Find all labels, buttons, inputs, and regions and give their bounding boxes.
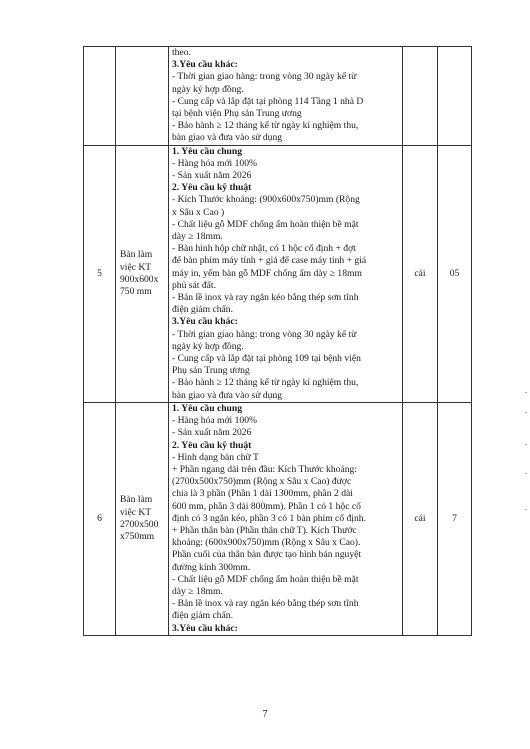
requirement-line: (2700x500x750)mm (Rộng x Sâu x Cao) được bbox=[172, 476, 352, 488]
requirement-line: - Thời gian giao hàng: trong vòng 30 ngày kể từ bbox=[172, 328, 357, 340]
item-number-cell bbox=[84, 47, 116, 146]
requirement-line: bàn giao và đưa vào sử dụng bbox=[172, 389, 283, 401]
item-name-line: việc KT bbox=[120, 506, 152, 518]
requirement-heading: 1. Yêu cầu chung bbox=[172, 402, 243, 414]
requirement-heading: 1. Yêu cầu chung bbox=[172, 145, 243, 157]
requirement-line: - Bảo hành ≥ 12 tháng kể từ ngày kí nghiệm thu, bbox=[172, 377, 359, 389]
item-name-cell bbox=[116, 402, 169, 635]
item-name-line: Bàn làm bbox=[120, 249, 153, 261]
requirement-line: máy in, yếm bàn gỗ MDF chống ẩm dày ≥ 18mm bbox=[172, 267, 362, 279]
table-row bbox=[84, 402, 472, 635]
requirement-line: - Chất liệu gỗ MDF chống ẩm hoàn thiện bề mặt bbox=[172, 573, 359, 585]
scan-margin-mark bbox=[525, 509, 527, 510]
requirement-line: chia là 3 phần (Phần 1 dài 1300mm, phần 2 dài bbox=[172, 488, 353, 500]
requirement-heading: 2. Yêu cầu kỹ thuật bbox=[172, 182, 252, 194]
unit-cell bbox=[403, 47, 438, 146]
requirement-line: định có 3 ngăn kéo, phần 3 có 1 bàn phím cố định. bbox=[172, 512, 366, 524]
item-name-line: 2700x500 bbox=[120, 518, 159, 530]
requirement-heading: 2. Yêu cầu kỹ thuật bbox=[172, 439, 252, 451]
requirement-line: theo. bbox=[172, 47, 191, 58]
requirement-line: tại bệnh viện Phụ sản Trung ương bbox=[172, 108, 302, 120]
requirements-cell bbox=[169, 47, 403, 146]
requirement-heading: 3.Yêu cầu khác: bbox=[172, 622, 238, 634]
requirement-line: điện giảm chấn. bbox=[172, 610, 234, 622]
requirement-line: dày ≥ 18mm. bbox=[172, 231, 223, 243]
requirement-line: điện giảm chấn. bbox=[172, 304, 234, 316]
requirement-line: - Cung cấp và lắp đặt tại phòng 109 tại bệnh viện bbox=[172, 353, 361, 365]
item-name-line: 900x600x bbox=[120, 273, 159, 285]
requirement-line: để bàn phím máy tính + giá để case máy tính + giá bbox=[172, 255, 367, 267]
quantity-cell: 7 bbox=[438, 402, 472, 635]
requirements-cell bbox=[169, 402, 403, 635]
item-number-cell: 5 bbox=[84, 145, 116, 402]
requirement-line: - Cung cấp và lắp đặt tại phòng 114 Tầng 1 nhà D bbox=[172, 95, 364, 107]
requirement-line: bàn giao và đưa vào sử dụng bbox=[172, 132, 283, 144]
table-row bbox=[84, 145, 472, 402]
requirements-cell bbox=[169, 145, 403, 402]
requirement-line: x Sâu x Cao ) bbox=[172, 206, 225, 218]
quantity-cell: 05 bbox=[438, 145, 472, 402]
specification-table-body bbox=[84, 47, 472, 636]
item-name-cell bbox=[116, 145, 169, 402]
item-name-cell bbox=[116, 47, 169, 146]
item-name-line: Bàn làm bbox=[120, 494, 153, 506]
specification-table bbox=[83, 46, 472, 636]
requirement-line: + Phần ngang dài trên đầu: Kích Thước khoảng: bbox=[172, 463, 357, 475]
requirement-heading: 3.Yêu cầu khác: bbox=[172, 59, 238, 71]
unit-cell: cái bbox=[403, 402, 438, 635]
requirement-line: phủ sát đất. bbox=[172, 279, 216, 291]
item-name-line: x750mm bbox=[120, 531, 155, 543]
requirement-line: Phần cuối của thân bàn được tạo hình bán nguyệt bbox=[172, 549, 362, 561]
requirement-line: - Kích Thước khoảng: (900x600x750)mm (Rộng bbox=[172, 194, 360, 206]
requirement-line: - Bản lề inox và ray ngăn kéo bằng thép sơn tĩnh bbox=[172, 598, 359, 610]
item-number-cell: 6 bbox=[84, 402, 116, 635]
requirement-line: - Sản xuất năm 2026 bbox=[172, 170, 252, 182]
scan-margin-mark bbox=[525, 473, 527, 474]
requirement-line: - Hàng hóa mới 100% bbox=[172, 415, 258, 427]
item-name-line: việc KT bbox=[120, 261, 152, 273]
requirement-line: khoảng: (600x900x750)mm (Rộng x Sâu x Cao). bbox=[172, 537, 361, 549]
table-row bbox=[84, 47, 472, 146]
requirement-heading: 3.Yêu cầu khác: bbox=[172, 316, 238, 328]
requirement-line: + Phần thân bàn (Phần thân chữ T). Kích Thước bbox=[172, 524, 357, 536]
requirement-line: - Sản xuất năm 2026 bbox=[172, 427, 252, 439]
scan-margin-mark bbox=[525, 412, 527, 413]
unit-cell: cái bbox=[403, 145, 438, 402]
requirement-line: - Bảo hành ≥ 12 tháng kể từ ngày kí nghiệm thu, bbox=[172, 120, 359, 132]
scan-margin-mark bbox=[525, 444, 527, 445]
requirement-line: ngày ký hợp đồng. bbox=[172, 340, 244, 352]
page-number: 7 bbox=[262, 709, 268, 720]
requirement-line: - Bản lề inox và ray ngăn kéo bằng thép sơn tĩnh bbox=[172, 292, 359, 304]
quantity-cell bbox=[438, 47, 472, 146]
requirement-line: đường kính 300mm. bbox=[172, 561, 251, 573]
requirement-line: 600 mm, phần 3 dài 800mm). Phần 1 có 1 hộc cố bbox=[172, 500, 361, 512]
requirement-line: - Bàn hình hộp chữ nhật, có 1 hộc cố định + đợt bbox=[172, 243, 356, 255]
requirement-line: - Hàng hóa mới 100% bbox=[172, 157, 258, 169]
requirement-line: - Chất liệu gỗ MDF chống ẩm hoàn thiện bề mặt bbox=[172, 218, 359, 230]
scan-margin-mark bbox=[525, 392, 527, 393]
item-name-line: 750 mm bbox=[120, 285, 152, 297]
requirement-line: Phụ sản Trung ương bbox=[172, 365, 250, 377]
requirement-line: dày ≥ 18mm. bbox=[172, 585, 223, 597]
requirement-line: - Hình dạng bàn chữ T bbox=[172, 451, 259, 463]
requirement-line: - Thời gian giao hàng: trong vòng 30 ngày kể từ bbox=[172, 71, 357, 83]
requirement-line: ngày ký hợp đồng. bbox=[172, 83, 244, 95]
